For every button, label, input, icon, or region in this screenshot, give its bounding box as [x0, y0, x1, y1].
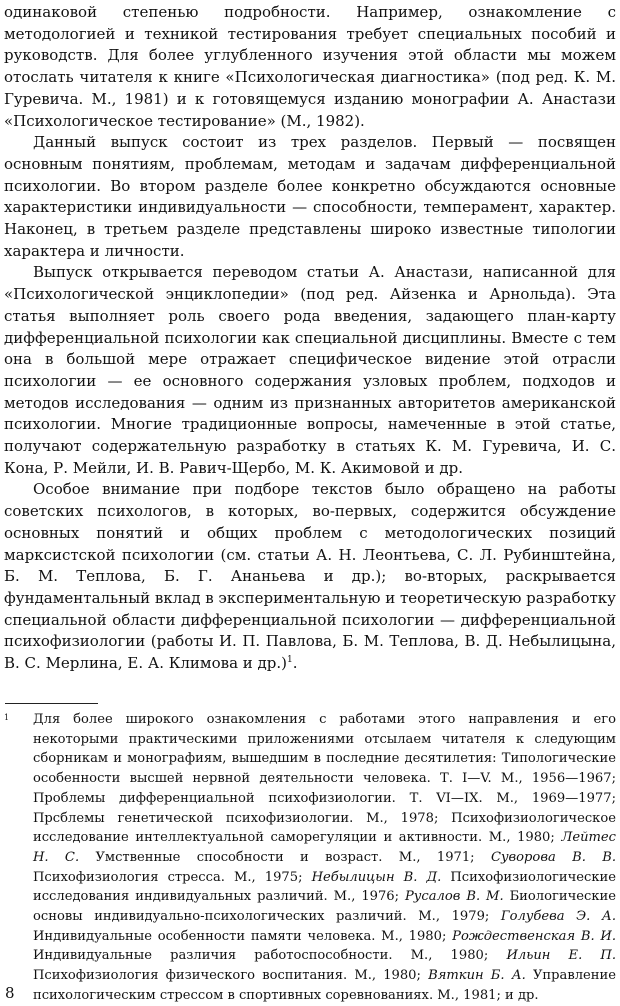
paragraph-tail: .	[292, 654, 298, 673]
footnote-text	[33, 710, 616, 1006]
footnote-segment: Психофизиология физического воспитания. М., 1980;	[33, 968, 429, 984]
footnote-author: Вяткин Б. А.	[428, 968, 526, 984]
footnote-author: Суворова В. В.	[490, 849, 616, 865]
footnote-segment: Психофизиологические исследования индивидуальных различий. М., 1976;	[33, 869, 617, 905]
footnote-segment: Психофизиология стресса. М., 1975;	[33, 869, 312, 885]
footnote-author: Голубева Э. А.	[500, 909, 616, 925]
paragraph	[4, 479, 616, 674]
footnote-author: Русалов В. М.	[405, 889, 504, 905]
page-number: 8	[5, 984, 15, 1002]
footnote-author: Небылицын В. Д.	[311, 869, 442, 885]
footnote-segment: Биологические основы индивидуально-психологических различий. М., 1979;	[33, 889, 616, 925]
footnote-segment: Умственные способности и возраст. М., 1971;	[79, 849, 491, 865]
paragraph: Данный выпуск состоит из трех разделов. Первый — посвящен основным понятиям, проблемам, методам и задачам дифференциальной психологии. Во втором разделе более конкретно обсуждаются основные характеристики индивидуальности — способности, темперамент, характер. Наконец, в третьем разделе представлены широко известные типологии характера и личности.	[4, 133, 616, 260]
main-text	[4, 2, 616, 675]
footnote-segment: Индивидуальные особенности памяти человека. М., 1980;	[33, 928, 453, 944]
footnote-marker: 1	[4, 713, 10, 722]
footnote-author: Лейтес Н. С.	[33, 830, 616, 865]
footnote-author: Ильин Е. П.	[506, 948, 616, 964]
footnote-segment: Для более широкого ознакомления с работами этого направления и его некоторыми практическими приложениями отсылаем читателя к следующим сборникам и монографиям, вышедшим в последние десятилетия: Типологические особенности высшей нервной деятельности человека. Т. I—V. М., 1956—1967; Проблемы дифференциальной психофизиологии. Т. VI—IX. М., 1969—1977; Прсблемы генетической психофизиологии. М., 1978; Психофизиологическое исследование интеллектуальной саморегуляции и активности. М., 1980;	[33, 712, 616, 846]
footnote-segment: Управление психологическим стрессом в спортивных соревнованиях. М., 1981; и др.	[33, 968, 616, 1003]
paragraph-text: Особое внимание при подборе текстов было обращено на работы советских психологов, в которых, во-первых, содержится обсуждение основных понятий и общих проблем с методологических позиций марксистской психологии (см. статьи А. Н. Леонтьева, С. Л. Рубинштейна, Б. М. Теплова, Б. Г. Ананьева и др.); во-вторых, раскрывается фундаментальный вклад в экспериментальную и теоретическую разработку специальной области дифференциальной психологии — дифференциальной психофизиологии (работы И. П. Павлова, Б. М. Теплова, В. Д. Небылицына, В. С. Мерлина, Е. А. Климова и др.)	[4, 480, 617, 673]
footnote	[4, 710, 616, 1006]
paragraph: Выпуск открывается переводом статьи А. Анастази, написанной для «Психологической энциклопедии» (под ред. Айзенка и Арнольда). Эта статья выполняет роль своего рода введения, задающего план-карту дифференциальной психологии как специальной дисциплины. Вместе с тем она в большой мере отражает специфическое видение этой отрасли психологии — ее основного содержания узловых проблем, подходов и методов исследования — одним из признанных авторитетов американской психологии. Многие традиционные вопросы, намеченные в этой статье, получают содержательную разработку в статьях К. М. Гуревича, И. С. Кона, Р. Мейли, И. В. Равич-Щербо, М. К. Акимовой и др.	[4, 263, 616, 477]
footnote-author: Рождественская В. И.	[452, 928, 617, 944]
footnote-reference: 1	[287, 655, 293, 666]
footnote-separator	[5, 703, 98, 704]
book-page	[4, 0, 620, 1006]
paragraph-continued: одинаковой степенью подробности. Например, ознакомление с методологией и техникой тестирования требует специальных пособий и руководств. Для более углубленного изучения этой области мы можем отослать читателя к книге «Психологическая диагностика» (под ред. К. М. Гуревича. М., 1981) и к готовящемуся изданию монографии А. Анастази «Психологическое тестирование» (М., 1982).	[4, 3, 616, 130]
footnote-segment: Индивидуальные различия работоспособности. М., 1980;	[33, 948, 507, 964]
